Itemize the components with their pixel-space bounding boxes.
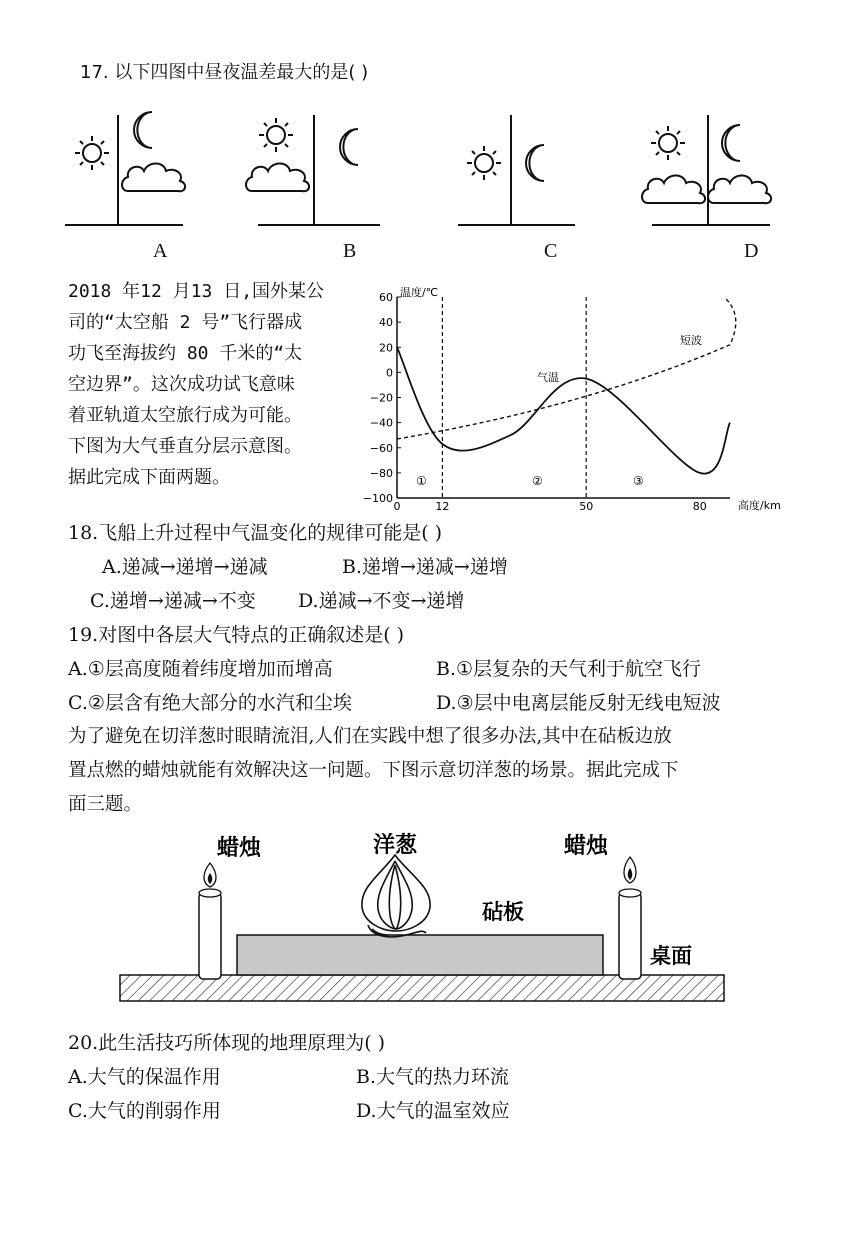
y-tick-label: −40	[369, 416, 393, 430]
option-c-label: C	[544, 240, 558, 262]
atmosphere-chart	[360, 282, 800, 517]
diagram-b	[246, 115, 380, 225]
onion-cutting-scene	[110, 825, 740, 1010]
x-axis-label: 高度/km	[738, 499, 781, 512]
question-20-option-b[interactable]: B.大气的热力环流	[356, 1066, 510, 1088]
question-19-option-a[interactable]: A.①层高度随着纬度增加而增高	[68, 658, 333, 680]
intro1-line: 功飞至海拔约 80 千米的“太	[68, 343, 303, 364]
y-tick-label: −100	[362, 492, 393, 505]
question-20-option-d[interactable]: D.大气的温室效应	[356, 1100, 510, 1122]
temperature-curve	[397, 347, 730, 473]
chart-axes	[397, 297, 730, 498]
diagram-d	[642, 115, 771, 225]
y-tick-label: −80	[369, 466, 393, 480]
intro2-line: 置点燃的蜡烛就能有效解决这一问题。下图示意切洋葱的场景。据此完成下	[68, 760, 679, 781]
left-candle-label: 蜡烛	[217, 836, 262, 861]
shortwave-curve	[397, 297, 736, 439]
intro1-line: 2018 年12 月13 日,国外某公	[68, 281, 325, 302]
right-candle	[619, 857, 641, 979]
x-tick-label: 0	[393, 500, 401, 513]
question-18-option-c[interactable]: C.递增→递减→不变	[90, 590, 256, 612]
option-d-label: D	[744, 240, 759, 262]
temperature-curve-label: 气温	[537, 371, 559, 384]
intro1-line: 司的“太空船 2 号”飞行器成	[68, 312, 303, 333]
question-18-option-b[interactable]: B.递增→递减→递增	[342, 556, 508, 578]
table-label: 桌面	[650, 944, 692, 968]
y-tick-label: 20	[379, 341, 393, 355]
question-18-option-a[interactable]: A.递减→递增→递减	[102, 556, 268, 578]
question-19-option-c[interactable]: C.②层含有绝大部分的水汽和尘埃	[68, 692, 352, 714]
question-20-option-c[interactable]: C.大气的削弱作用	[68, 1100, 221, 1122]
x-tick-label: 50	[579, 500, 594, 513]
intro2-line: 为了避免在切洋葱时眼睛流泪,人们在实践中想了很多办法,其中在砧板边放	[68, 726, 672, 747]
layer-1-label: ①	[416, 474, 427, 488]
question-20-option-a[interactable]: A.大气的保温作用	[68, 1066, 221, 1088]
cutting-board-label: 砧板	[482, 900, 524, 924]
x-tick-label: 12	[435, 500, 450, 513]
intro1-line: 空边界”。这次成功试飞意味	[68, 374, 295, 395]
question-19-option-b[interactable]: B.①层复杂的天气利于航空飞行	[436, 658, 702, 680]
left-candle	[199, 863, 221, 979]
intro1-line: 下图为大气垂直分层示意图。	[68, 436, 302, 457]
question-19-option-d[interactable]: D.③层中电离层能反射无线电短波	[436, 692, 721, 714]
layer-2-label: ②	[532, 474, 543, 488]
question-20-stem: 20.此生活技巧所体现的地理原理为( )	[68, 1032, 386, 1054]
y-tick-label: 40	[379, 316, 393, 330]
y-tick-label: 60	[379, 291, 393, 304]
y-tick-label: 0	[386, 366, 393, 380]
shortwave-label: 短波	[680, 334, 702, 347]
y-axis-label: 温度/℃	[400, 286, 439, 299]
right-candle-label: 蜡烛	[564, 834, 609, 859]
y-tick-label: −60	[369, 441, 393, 455]
layer-3-label: ③	[633, 474, 644, 488]
day-night-diagrams	[0, 95, 860, 235]
onion	[362, 855, 430, 937]
onion-label: 洋葱	[373, 833, 418, 858]
question-18-stem: 18.飞船上升过程中气温变化的规律可能是( )	[68, 522, 443, 544]
diagram-a	[65, 112, 185, 225]
option-a-label: A	[153, 240, 168, 262]
diagram-c	[458, 115, 575, 225]
question-19-stem: 19.对图中各层大气特点的正确叙述是( )	[68, 624, 405, 646]
question-18-option-d[interactable]: D.递减→不变→递增	[298, 590, 465, 612]
intro1-line: 据此完成下面两题。	[68, 467, 230, 488]
y-tick-label: −20	[369, 391, 393, 405]
cutting-board	[237, 935, 603, 975]
intro1-line: 着亚轨道太空旅行成为可能。	[68, 405, 302, 426]
question-17-stem: 17. 以下四图中昼夜温差最大的是( )	[80, 62, 369, 83]
option-b-label: B	[343, 240, 357, 262]
x-tick-label: 80	[692, 500, 707, 513]
intro2-line: 面三题。	[68, 794, 143, 815]
